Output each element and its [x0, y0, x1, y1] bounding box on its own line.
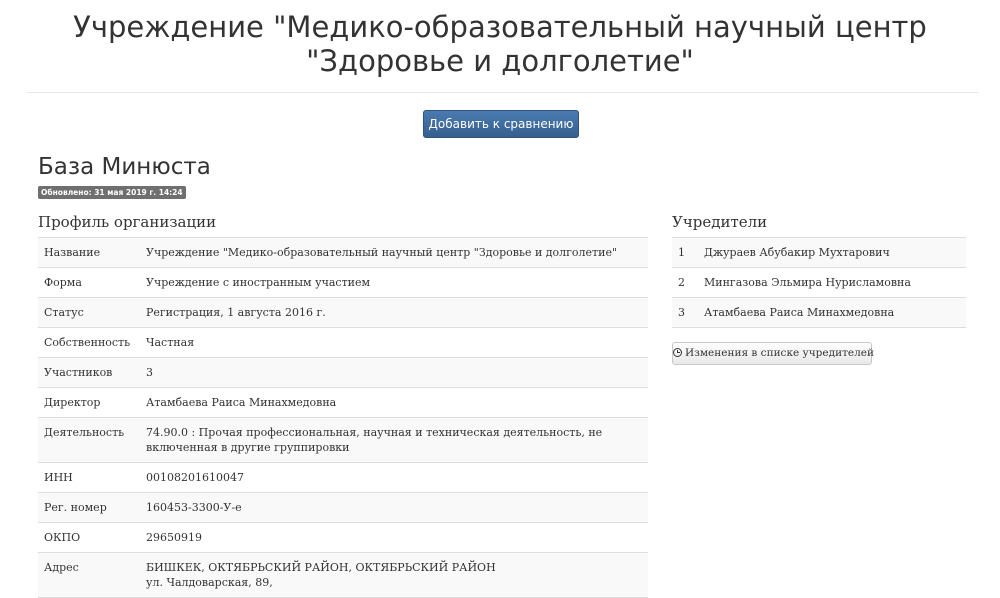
profile-row-label: Участников: [44, 366, 113, 379]
profile-row: [38, 523, 648, 553]
profile-row-label: Адрес: [44, 561, 79, 574]
profile-table: [38, 237, 648, 598]
founder-name: Джураев Абубакир Мухтарович: [704, 246, 890, 259]
profile-row: [38, 268, 648, 298]
profile-row-value: 74.90.0 : Прочая профессиональная, научная и техническая деятельность, не включенная в другие группировки: [146, 426, 603, 454]
profile-row-value: Атамбаева Раиса Минахмедовна: [146, 396, 337, 409]
profile-row: [38, 298, 648, 328]
founder-row: [672, 268, 966, 298]
clock-icon: [673, 348, 682, 357]
profile-row: [38, 238, 648, 268]
profile-row-label: Форма: [44, 276, 82, 289]
founders-changes-label: Изменения в списке учредителей: [685, 347, 874, 359]
add-to-compare-button[interactable]: Добавить к сравнению: [423, 110, 579, 138]
title-divider: [27, 92, 978, 93]
profile-row-value: Регистрация, 1 августа 2016 г.: [146, 306, 326, 319]
founders-changes-button[interactable]: [672, 342, 872, 365]
founders-heading: Учредители: [672, 213, 768, 231]
profile-row: [38, 328, 648, 358]
profile-row: [38, 553, 648, 598]
profile-row-value: Частная: [146, 336, 195, 349]
founder-row: [672, 298, 966, 328]
page-title-line-1: Учреждение "Медико-образовательный научный центр: [73, 10, 927, 44]
profile-row-value: 160453-3300-У-е: [146, 501, 242, 514]
founder-number: 2: [678, 276, 685, 289]
profile-row-label: Статус: [44, 306, 84, 319]
profile-heading: Профиль организации: [38, 213, 217, 231]
founder-number: 1: [678, 246, 685, 259]
profile-row-value: 00108201610047: [146, 471, 244, 484]
profile-row: [38, 493, 648, 523]
founder-name: Мингазова Эльмира Нурисламовна: [704, 276, 911, 289]
founders-table: [672, 237, 966, 328]
profile-row-label: ОКПО: [44, 531, 81, 544]
founder-name: Атамбаева Раиса Минахмедовна: [704, 306, 895, 319]
profile-row-label: Деятельность: [44, 426, 125, 439]
profile-row-label: Директор: [44, 396, 101, 409]
page-title-line-2: "Здоровье и долголетие": [306, 44, 694, 78]
founder-row: [672, 238, 966, 268]
updated-badge: Обновлено: 31 мая 2019 г. 14:24: [38, 186, 186, 199]
page-title: [0, 10, 1000, 78]
profile-row-label: Название: [44, 246, 101, 259]
profile-row: [38, 463, 648, 493]
profile-row-value: Учреждение с иностранным участием: [146, 276, 371, 289]
founder-number: 3: [678, 306, 685, 319]
profile-row-value: 3: [146, 366, 153, 379]
profile-row: [38, 388, 648, 418]
profile-row-value: Учреждение "Медико-образовательный научный центр "Здоровье и долголетие": [146, 246, 618, 259]
profile-row-label: ИНН: [44, 471, 73, 484]
source-title: База Минюста: [38, 154, 211, 180]
profile-row-value: БИШКЕК, ОКТЯБРЬСКИЙ РАЙОН, ОКТЯБРЬСКИЙ РАЙОН ул. Чалдоварская, 89,: [146, 561, 496, 589]
profile-row: [38, 358, 648, 388]
profile-row-value: 29650919: [146, 531, 202, 544]
profile-row-label: Рег. номер: [44, 501, 107, 514]
profile-row-label: Собственность: [44, 336, 131, 349]
profile-row: [38, 418, 648, 463]
